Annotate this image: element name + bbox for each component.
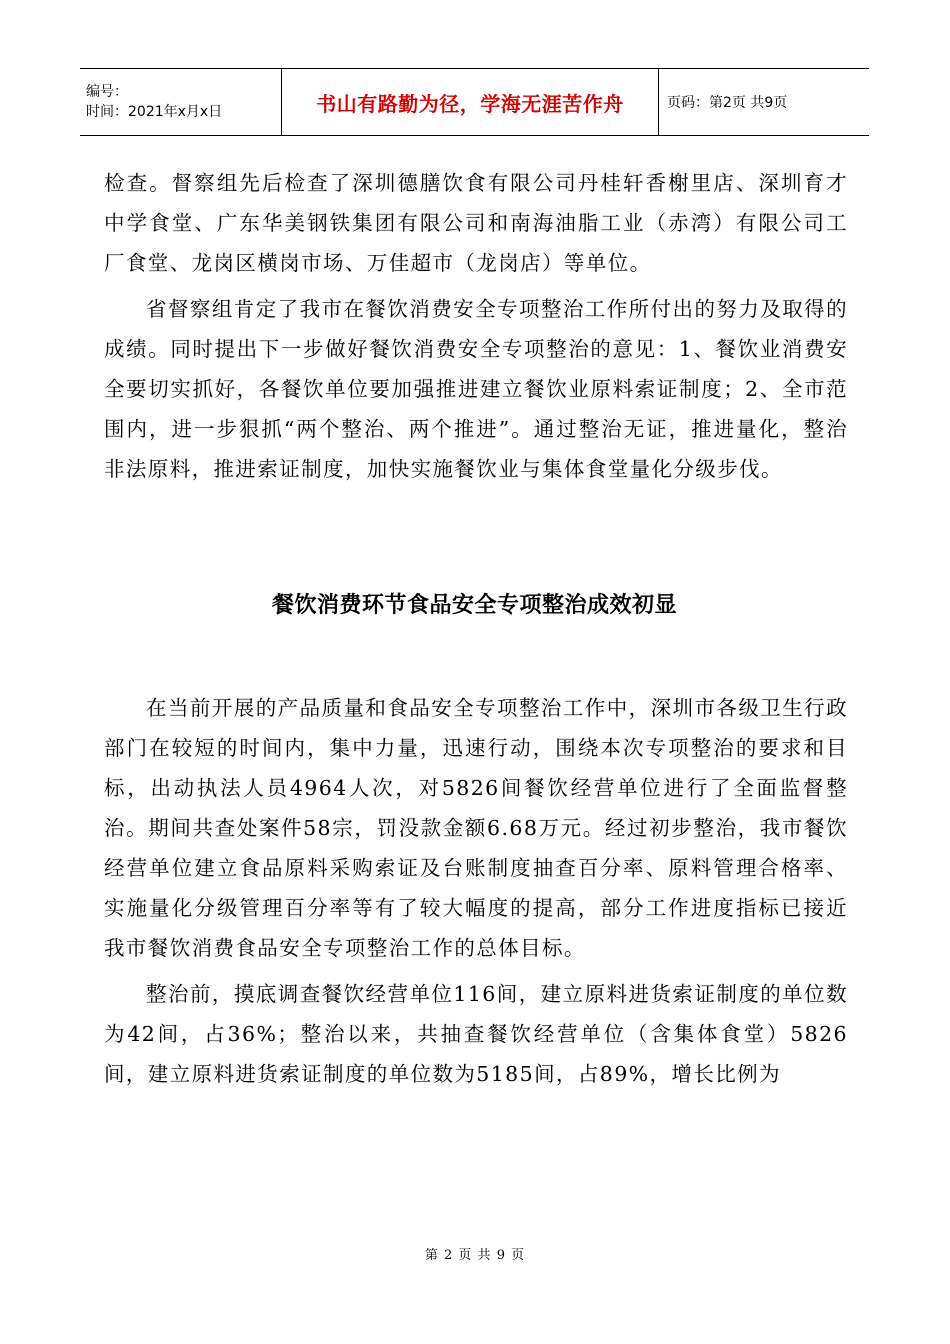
- article-paragraph-2: 整治前，摸底调查餐饮经营单位116间，建立原料进货索证制度的单位数为42间，占36%；整治以来，共抽查餐饮经营单位（含集体食堂）5826间，建立原料进货索证制度的单位数为5185间，占89%，增长比例为: [104, 982, 848, 1086]
- inspection-opinion-paragraph: 省督察组肯定了我市在餐饮消费安全专项整治工作所付出的努力及取得的成绩。同时提出下一步做好餐饮消费安全专项整治的意见：1、餐饮业消费安全要切实抓好，各餐饮单位要加强推进建立餐饮业原料索证制度；2、全市范围内，进一步狠抓“两个整治、两个推进”。通过整治无证，推进量化，整治非法原料，推进索证制度，加快实施餐饮业与集体食堂量化分级步伐。: [104, 297, 848, 481]
- document-date: 时间：2021年x月x日: [86, 104, 223, 120]
- page-footer: 第 2 页 共 9 页: [424, 1248, 526, 1263]
- continuation-section: [104, 163, 848, 489]
- header-page-info: 页码：第2页 共9页: [667, 95, 788, 111]
- article-title: 餐饮消费环节食品安全专项整治成效初显: [271, 593, 677, 618]
- header-page-cell: [659, 69, 869, 135]
- article-paragraph-1: 在当前开展的产品质量和食品安全专项整治工作中，深圳市各级卫生行政部门在较短的时间内，集中力量，迅速行动，围绕本次专项整治的要求和目标，出动执法人员4964人次，对5826间餐饮经营单位进行了全面监督整治。期间共查处案件58宗，罚没款金额6.68万元。经过初步整治，我市餐饮经营单位建立食品原料采购索证及台账制度抽查百分率、原料管理合格率、实施量化分级管理百分率等有了较大幅度的提高，部分工作进度指标已接近我市餐饮消费食品安全专项整治工作的总体目标。: [104, 696, 848, 960]
- article-body: [104, 688, 848, 1094]
- continuation-paragraph: 检查。督察组先后检查了深圳德膳饮食有限公司丹桂轩香榭里店、深圳育才中学食堂、广东华美钢铁集团有限公司和南海油脂工业（赤湾）有限公司工厂食堂、龙岗区横岗市场、万佳超市（龙岗店）等单位。: [104, 171, 848, 275]
- header-motto-cell: [282, 69, 659, 135]
- document-number-label: 编号：: [86, 84, 128, 100]
- page-header: [80, 68, 869, 136]
- header-meta-cell: [80, 69, 282, 135]
- header-motto: 书山有路勤为径，学海无涯苦作舟: [316, 91, 624, 116]
